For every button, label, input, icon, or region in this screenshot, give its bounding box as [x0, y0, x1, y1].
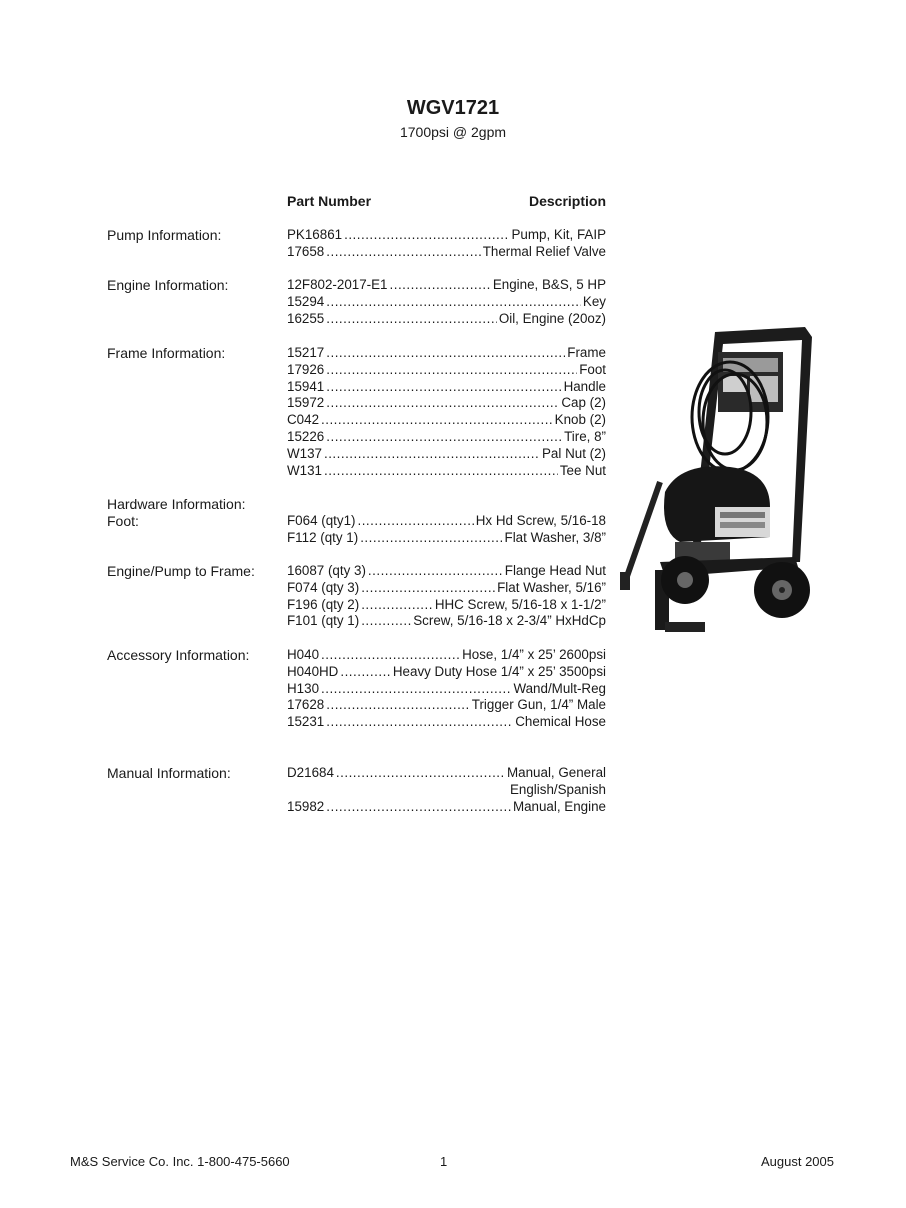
pressure-washer-photo: [620, 322, 820, 642]
part-number: 17628: [287, 697, 325, 713]
part-row: [287, 513, 606, 530]
part-description: Flat Washer, 5/16”: [497, 579, 606, 595]
part-description: Chemical Hose: [515, 714, 606, 730]
footer-page-number: 1: [440, 1154, 448, 1169]
section-label: Hardware Information:: [107, 496, 246, 512]
part-number: 15982: [287, 798, 325, 814]
part-number: PK16861: [287, 227, 343, 242]
part-description: Tire, 8”: [564, 429, 606, 444]
part-number: F196 (qty 2): [287, 596, 360, 612]
part-description: Screw, 5/16-18 x 2-3/4” HxHdCp: [413, 613, 606, 629]
section-label: Engine Information:: [107, 277, 229, 293]
part-row: [287, 244, 606, 261]
part-description: Wand/Mult-Reg: [513, 680, 606, 696]
part-number: D21684: [287, 765, 334, 780]
section-label: Pump Information:: [107, 227, 222, 243]
part-row: [287, 345, 606, 362]
part-row: [287, 277, 606, 294]
part-description: Foot: [579, 361, 606, 377]
part-number: 15217: [287, 345, 325, 360]
part-description: Handle: [563, 378, 606, 394]
part-number: W131: [287, 462, 322, 478]
part-number: 15294: [287, 293, 325, 309]
part-row: [287, 463, 606, 480]
part-description: Engine, B&S, 5 HP: [492, 277, 606, 292]
part-description: Pump, Kit, FAIP: [511, 227, 606, 242]
section-label: Frame Information:: [107, 345, 226, 361]
part-description: Pal Nut (2): [542, 445, 606, 461]
part-description: Key: [582, 293, 606, 309]
part-row: [287, 681, 606, 698]
part-number: 15226: [287, 429, 325, 444]
part-description: Hx Hd Screw, 5/16-18: [475, 512, 606, 528]
part-number: 16087 (qty 3): [287, 563, 366, 578]
part-row: [287, 379, 606, 396]
part-number: 15972: [287, 395, 325, 411]
part-row: [287, 580, 606, 597]
part-row: [287, 799, 606, 816]
part-description: Frame: [567, 345, 606, 360]
part-number: F101 (qty 1): [287, 613, 360, 629]
description-header: Description: [528, 193, 606, 209]
part-row: [287, 714, 606, 731]
part-number: H040HD: [287, 663, 339, 679]
part-row: [287, 446, 606, 463]
part-row: [287, 597, 606, 614]
part-number: H130: [287, 680, 320, 696]
part-row: [287, 395, 606, 412]
part-description-continued: English/Spanish: [509, 781, 606, 797]
part-row: [287, 294, 606, 311]
model-title: WGV1721: [406, 97, 500, 119]
part-row: [287, 664, 606, 681]
part-number: C042: [287, 412, 320, 428]
part-description: Knob (2): [554, 412, 606, 428]
part-number: 15941: [287, 378, 325, 394]
part-row: [287, 765, 606, 782]
part-row: [287, 412, 606, 429]
part-description: HHC Screw, 5/16-18 x 1-1/2”: [434, 596, 606, 612]
part-description: Tee Nut: [559, 462, 606, 478]
part-row: [287, 429, 606, 446]
footer-company: M&S Service Co. Inc. 1-800-475-5660: [70, 1154, 290, 1169]
part-number: 15231: [287, 714, 325, 730]
part-description: Cap (2): [561, 395, 606, 411]
part-number: F064 (qty1): [287, 512, 356, 528]
section-label: Engine/Pump to Frame:: [107, 563, 255, 579]
part-row: [287, 530, 606, 547]
part-description: Oil, Engine (20oz): [498, 310, 606, 326]
part-number: W137: [287, 445, 322, 461]
part-description: Manual, General: [507, 765, 606, 780]
part-description: Thermal Relief Valve: [482, 243, 606, 259]
part-description: Flat Washer, 3/8”: [504, 529, 606, 545]
section-label: Accessory Information:: [107, 647, 250, 663]
part-description: Manual, Engine: [512, 798, 606, 814]
part-number: 17658: [287, 243, 325, 259]
part-number: F074 (qty 3): [287, 579, 360, 595]
part-number: F112 (qty 1): [287, 529, 359, 545]
part-number: 17926: [287, 361, 325, 377]
part-description: Flange Head Nut: [504, 563, 606, 578]
section-sublabel: Foot:: [107, 512, 139, 529]
part-row: [287, 647, 606, 664]
part-row: [287, 563, 606, 580]
part-row: [287, 311, 606, 328]
part-description: Hose, 1/4” x 25’ 2600psi: [462, 647, 606, 662]
part-row: [287, 362, 606, 379]
part-number-header: Part Number: [287, 193, 372, 209]
part-description: Heavy Duty Hose 1/4” x 25’ 3500psi: [392, 663, 606, 679]
section-label: Manual Information:: [107, 765, 231, 781]
part-number: H040: [287, 647, 320, 662]
model-rating: 1700psi @ 2gpm: [399, 124, 507, 140]
part-number: 12F802-2017-E1: [287, 277, 388, 292]
footer-date: August 2005: [760, 1154, 834, 1169]
part-row: [287, 613, 606, 630]
part-row: [287, 227, 606, 244]
part-description: Trigger Gun, 1/4” Male: [471, 697, 606, 713]
part-number: 16255: [287, 310, 325, 326]
part-row: [287, 697, 606, 714]
